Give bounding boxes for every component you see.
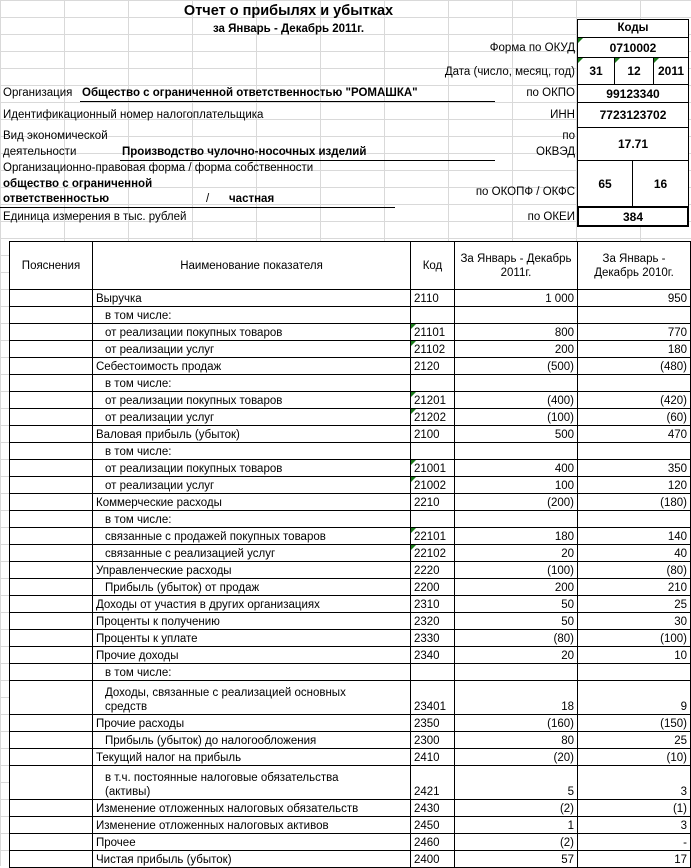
table-row [10, 460, 691, 477]
row-previous-value: (150) [578, 715, 691, 732]
row-current-value: (100) [455, 562, 578, 579]
activity-label-2: деятельности [3, 146, 77, 158]
table-row [10, 817, 691, 834]
row-name: в том числе: [93, 443, 411, 460]
row-notes-cell [10, 528, 93, 545]
row-code: 2300 [411, 732, 455, 749]
row-name-line2: (активы) [105, 786, 151, 798]
col-header-previous [578, 242, 691, 290]
row-name: Проценты к получению [93, 613, 411, 630]
legal-form-label: Организационно-правовая форма / форма собственности [3, 162, 314, 174]
legal-form-value-2: ответственностью [3, 193, 110, 205]
row-notes-cell [10, 545, 93, 562]
col-header-current [455, 242, 578, 290]
row-name: связанные с продажей покупных товаров [93, 528, 411, 545]
table-row [10, 596, 691, 613]
row-notes-cell [10, 477, 93, 494]
row-notes-cell [10, 800, 93, 817]
col-header-name: Наименование показателя [93, 242, 411, 290]
table-header-row [10, 242, 691, 290]
row-notes-cell [10, 630, 93, 647]
table-row [10, 579, 691, 596]
row-code: 2120 [411, 358, 455, 375]
row-previous-value: (100) [578, 630, 691, 647]
okfs-code: 16 [632, 160, 689, 207]
row-previous-value: 25 [578, 732, 691, 749]
row-previous-value: 3 [578, 817, 691, 834]
okud-label: Форма по ОКУД [489, 42, 575, 54]
row-code: 23401 [411, 681, 455, 715]
row-name [93, 681, 411, 715]
row-previous-value [578, 307, 691, 324]
row-previous-value: 17 [578, 851, 691, 868]
row-notes-cell [10, 766, 93, 800]
date-year: 2011 [653, 57, 689, 85]
row-previous-value [578, 375, 691, 392]
row-code [411, 443, 455, 460]
row-name: в том числе: [93, 307, 411, 324]
row-code: 2450 [411, 817, 455, 834]
row-notes-cell [10, 834, 93, 851]
col-header-code: Код [411, 242, 455, 290]
row-notes-cell [10, 392, 93, 409]
row-previous-value: - [578, 834, 691, 851]
row-code [411, 375, 455, 392]
row-current-value: 200 [455, 341, 578, 358]
row-current-value: (200) [455, 494, 578, 511]
row-code: 21001 [411, 460, 455, 477]
row-current-value: 400 [455, 460, 578, 477]
row-code: 2421 [411, 766, 455, 800]
row-name: Проценты к уплате [93, 630, 411, 647]
row-name: Прочее [93, 834, 411, 851]
table-row [10, 630, 691, 647]
row-notes-cell [10, 851, 93, 868]
row-notes-cell [10, 817, 93, 834]
row-previous-value: 950 [578, 290, 691, 307]
row-previous-value: (10) [578, 749, 691, 766]
row-code: 2400 [411, 851, 455, 868]
col-header-current-line2: 2011г. [500, 266, 532, 279]
row-notes-cell [10, 460, 93, 477]
row-name: в том числе: [93, 375, 411, 392]
row-previous-value: 470 [578, 426, 691, 443]
row-current-value: 800 [455, 324, 578, 341]
row-previous-value: 25 [578, 596, 691, 613]
row-code: 2220 [411, 562, 455, 579]
date-day: 31 [577, 57, 615, 85]
okpo-code: 99123340 [577, 84, 689, 103]
table-row [10, 443, 691, 460]
row-notes-cell [10, 681, 93, 715]
row-current-value [455, 443, 578, 460]
row-name-line1: Доходы, связанные с реализацией основных [105, 687, 346, 699]
row-current-value: (2) [455, 834, 578, 851]
row-code: 2310 [411, 596, 455, 613]
ownership-value: частная [229, 193, 275, 205]
row-notes-cell [10, 443, 93, 460]
row-code: 2330 [411, 630, 455, 647]
row-current-value: 200 [455, 579, 578, 596]
okopf-label: по ОКОПФ / ОКФС [475, 186, 575, 198]
row-notes-cell [10, 579, 93, 596]
row-notes-cell [10, 375, 93, 392]
row-notes-cell [10, 307, 93, 324]
okei-label: по ОКЕИ [527, 211, 575, 223]
row-current-value [455, 511, 578, 528]
row-previous-value: 350 [578, 460, 691, 477]
ownership-separator: / [206, 193, 210, 205]
okved-label-2: ОКВЭД [536, 146, 575, 158]
table-row [10, 426, 691, 443]
row-name: Прибыль (убыток) до налогообложения [93, 732, 411, 749]
row-current-value: 50 [455, 613, 578, 630]
row-previous-value: 120 [578, 477, 691, 494]
row-name: Прибыль (убыток) от продаж [93, 579, 411, 596]
table-row [10, 681, 691, 715]
row-previous-value: (1) [578, 800, 691, 817]
row-current-value: 57 [455, 851, 578, 868]
inn-label: ИНН [550, 109, 575, 121]
row-current-value: 1 000 [455, 290, 578, 307]
row-code: 21002 [411, 477, 455, 494]
table-row [10, 392, 691, 409]
table-row [10, 511, 691, 528]
table-row [10, 477, 691, 494]
row-notes-cell [10, 409, 93, 426]
table-row [10, 341, 691, 358]
unit-label: Единица измерения в тыс. рублей [3, 211, 187, 223]
row-name: от реализации покупных товаров [93, 460, 411, 477]
row-name: от реализации услуг [93, 341, 411, 358]
row-previous-value: 30 [578, 613, 691, 630]
row-previous-value [578, 511, 691, 528]
row-current-value: 80 [455, 732, 578, 749]
row-current-value: (500) [455, 358, 578, 375]
row-current-value: 180 [455, 528, 578, 545]
table-row [10, 324, 691, 341]
row-current-value [455, 664, 578, 681]
row-previous-value [578, 664, 691, 681]
row-current-value: (80) [455, 630, 578, 647]
row-notes-cell [10, 511, 93, 528]
row-name-line1: в т.ч. постоянные налоговые обязательства [105, 772, 339, 784]
okpo-label: по ОКПО [526, 87, 575, 99]
row-name [93, 766, 411, 800]
row-name: Себестоимость продаж [93, 358, 411, 375]
row-previous-value: (80) [578, 562, 691, 579]
row-code: 2200 [411, 579, 455, 596]
row-name: от реализации покупных товаров [93, 392, 411, 409]
legal-form-value-1: общество с ограниченной [3, 178, 153, 190]
row-notes-cell [10, 596, 93, 613]
row-name: от реализации услуг [93, 477, 411, 494]
col-header-previous-line2: Декабрь 2010г. [594, 266, 674, 279]
row-name: в том числе: [93, 664, 411, 681]
report-period: за Январь - Декабрь 2011г. [212, 23, 365, 35]
row-current-value: 20 [455, 647, 578, 664]
row-notes-cell [10, 749, 93, 766]
row-notes-cell [10, 647, 93, 664]
inn-code: 7723123702 [577, 102, 689, 128]
table-row [10, 834, 691, 851]
table-row [10, 409, 691, 426]
table-row [10, 290, 691, 307]
row-previous-value: (480) [578, 358, 691, 375]
row-code [411, 307, 455, 324]
row-previous-value: (180) [578, 494, 691, 511]
financial-results-table [9, 241, 691, 868]
col-header-previous-line1: За Январь - [602, 252, 666, 265]
row-code: 21201 [411, 392, 455, 409]
table-row [10, 545, 691, 562]
row-name: Изменение отложенных налоговых активов [93, 817, 411, 834]
row-current-value: 1 [455, 817, 578, 834]
activity-label-1: Вид экономической [3, 130, 108, 142]
row-name: Чистая прибыль (убыток) [93, 851, 411, 868]
row-notes-cell [10, 715, 93, 732]
row-current-value: 50 [455, 596, 578, 613]
row-current-value: 100 [455, 477, 578, 494]
row-previous-value [578, 443, 691, 460]
row-code: 2210 [411, 494, 455, 511]
row-code: 22101 [411, 528, 455, 545]
row-name: в том числе: [93, 511, 411, 528]
row-current-value: 18 [455, 681, 578, 715]
table-row [10, 562, 691, 579]
table-row [10, 375, 691, 392]
row-code: 2340 [411, 647, 455, 664]
okopf-code: 65 [577, 160, 633, 207]
row-code: 2320 [411, 613, 455, 630]
row-name: связанные с реализацией услуг [93, 545, 411, 562]
row-code: 21202 [411, 409, 455, 426]
row-code: 2430 [411, 800, 455, 817]
row-name: Текущий налог на прибыль [93, 749, 411, 766]
inn-row-label: Идентификационный номер налогоплательщика [3, 109, 264, 121]
report-title: Отчет о прибылях и убытках [183, 3, 394, 19]
row-name: от реализации услуг [93, 409, 411, 426]
table-row [10, 800, 691, 817]
row-current-value [455, 375, 578, 392]
date-month: 12 [614, 57, 654, 85]
row-name: Изменение отложенных налоговых обязательств [93, 800, 411, 817]
row-current-value [455, 307, 578, 324]
col-header-notes: Пояснения [10, 242, 93, 290]
okved-label-1: по [562, 130, 575, 142]
row-code: 2100 [411, 426, 455, 443]
row-previous-value: (60) [578, 409, 691, 426]
table-row [10, 749, 691, 766]
row-previous-value: 3 [578, 766, 691, 800]
table-row [10, 494, 691, 511]
row-name: от реализации покупных товаров [93, 324, 411, 341]
row-code: 2460 [411, 834, 455, 851]
okei-code: 384 [577, 206, 689, 227]
row-name: Доходы от участия в других организациях [93, 596, 411, 613]
table-row [10, 358, 691, 375]
row-previous-value: 140 [578, 528, 691, 545]
table-row [10, 851, 691, 868]
row-notes-cell [10, 341, 93, 358]
row-current-value: 5 [455, 766, 578, 800]
row-previous-value: 9 [578, 681, 691, 715]
row-current-value: (100) [455, 409, 578, 426]
table-row [10, 732, 691, 749]
row-notes-cell [10, 426, 93, 443]
row-name: Валовая прибыль (убыток) [93, 426, 411, 443]
row-current-value: 20 [455, 545, 578, 562]
row-previous-value: 180 [578, 341, 691, 358]
row-code [411, 511, 455, 528]
row-current-value: (2) [455, 800, 578, 817]
okved-code: 17.71 [577, 127, 689, 161]
date-label: Дата (число, месяц, год) [444, 66, 575, 78]
row-current-value: 500 [455, 426, 578, 443]
row-name: Прочие доходы [93, 647, 411, 664]
table-row [10, 647, 691, 664]
row-name: Выручка [93, 290, 411, 307]
row-code: 21101 [411, 324, 455, 341]
row-notes-cell [10, 290, 93, 307]
row-previous-value: 770 [578, 324, 691, 341]
row-current-value: (400) [455, 392, 578, 409]
row-name-line2: средств [105, 701, 148, 713]
row-notes-cell [10, 324, 93, 341]
row-code: 2110 [411, 290, 455, 307]
row-current-value: (160) [455, 715, 578, 732]
row-code: 22102 [411, 545, 455, 562]
col-header-current-line1: За Январь - Декабрь [460, 252, 572, 265]
row-code: 2410 [411, 749, 455, 766]
row-notes-cell [10, 613, 93, 630]
table-row [10, 766, 691, 800]
row-code: 2350 [411, 715, 455, 732]
row-current-value: (20) [455, 749, 578, 766]
org-name: Общество с ограниченной ответственностью "РОМАШКА" [82, 87, 418, 99]
row-code: 21102 [411, 341, 455, 358]
org-label: Организация [3, 87, 73, 99]
activity-value: Производство чулочно-носочных изделий [122, 146, 367, 158]
okud-code: 0710002 [577, 37, 689, 58]
table-row [10, 715, 691, 732]
table-row [10, 664, 691, 681]
row-name: Коммерческие расходы [93, 494, 411, 511]
row-notes-cell [10, 562, 93, 579]
row-notes-cell [10, 664, 93, 681]
row-previous-value: (420) [578, 392, 691, 409]
row-notes-cell [10, 732, 93, 749]
row-previous-value: 40 [578, 545, 691, 562]
row-previous-value: 10 [578, 647, 691, 664]
table-row [10, 307, 691, 324]
row-previous-value: 210 [578, 579, 691, 596]
table-row [10, 613, 691, 630]
row-name: Прочие расходы [93, 715, 411, 732]
row-notes-cell [10, 494, 93, 511]
row-notes-cell [10, 358, 93, 375]
row-name: Управленческие расходы [93, 562, 411, 579]
codes-header: Коды [577, 19, 689, 38]
row-code [411, 664, 455, 681]
table-row [10, 528, 691, 545]
